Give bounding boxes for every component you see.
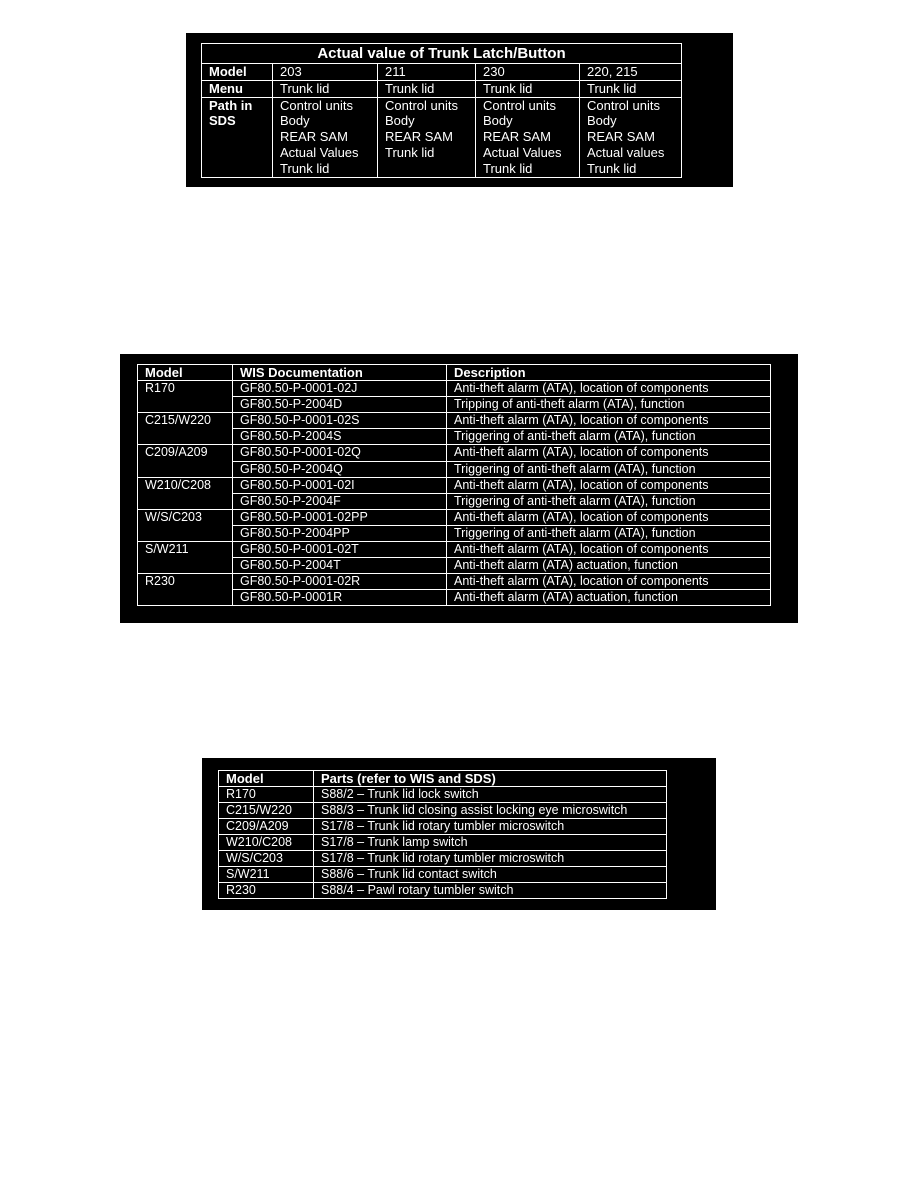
description-cell: Anti-theft alarm (ATA), location of components [447,381,771,397]
path-cell [580,97,682,177]
path-step: REAR SAM [385,129,453,145]
description-cell: Anti-theft alarm (ATA), location of components [447,542,771,558]
model-cell: 203 [273,64,378,81]
doc-cell: GF80.50-P-2004PP [233,525,447,541]
path-step: REAR SAM [587,129,655,145]
table-row [138,429,771,445]
table-row [138,461,771,477]
table-row [219,867,667,883]
table-row [219,883,667,899]
path-step: Body [385,113,415,129]
doc-cell: GF80.50-P-0001-02J [233,381,447,397]
table-row [138,509,771,525]
trunk-latch-actual-value-table [201,43,682,178]
part-cell: S88/2 – Trunk lid lock switch [314,787,667,803]
description-cell: Anti-theft alarm (ATA), location of components [447,509,771,525]
path-step: Trunk lid [385,144,435,160]
doc-cell: GF80.50-P-0001R [233,590,447,606]
table-row [138,542,771,558]
model-cell: W/S/C203 [219,851,314,867]
description-cell: Triggering of anti-theft alarm (ATA), function [447,429,771,445]
column-header: WIS Documentation [233,365,447,381]
column-header: Description [447,365,771,381]
model-row [202,64,682,81]
table-row [219,819,667,835]
model-cell: C209/A209 [138,445,233,477]
menu-cell: Trunk lid [378,80,476,97]
description-cell: Triggering of anti-theft alarm (ATA), function [447,493,771,509]
path-cell [476,97,580,177]
model-cell: W210/C208 [219,835,314,851]
table-row [219,803,667,819]
table-row [138,445,771,461]
trunk-latch-actual-value-panel [186,33,733,187]
path-step: Body [483,113,513,129]
description-cell: Anti-theft alarm (ATA) actuation, function [447,590,771,606]
path-step: Body [280,113,310,129]
model-cell: 230 [476,64,580,81]
path-step: REAR SAM [280,129,348,145]
model-cell: S/W211 [138,542,233,574]
doc-cell: GF80.50-P-0001-02T [233,542,447,558]
path-label: Path in SDS [202,97,273,177]
model-cell: W/S/C203 [138,509,233,541]
table-row [219,835,667,851]
path-row [202,97,682,177]
wis-documentation-panel [120,354,798,623]
doc-cell: GF80.50-P-0001-02Q [233,445,447,461]
model-cell: C215/W220 [219,803,314,819]
menu-cell: Trunk lid [580,80,682,97]
column-header: Model [219,771,314,787]
path-step: Body [587,113,617,129]
part-cell: S17/8 – Trunk lamp switch [314,835,667,851]
table-row [219,787,667,803]
column-header: Parts (refer to WIS and SDS) [314,771,667,787]
model-label: Model [202,64,273,81]
description-cell: Anti-theft alarm (ATA), location of components [447,477,771,493]
path-step: Trunk lid [587,160,637,176]
path-step: Control units [483,97,556,113]
doc-cell: GF80.50-P-0001-02R [233,574,447,590]
doc-cell: GF80.50-P-2004D [233,397,447,413]
description-cell: Anti-theft alarm (ATA) actuation, function [447,558,771,574]
model-cell: 211 [378,64,476,81]
model-cell: R230 [219,883,314,899]
table-row [138,590,771,606]
header-row [219,771,667,787]
header-row [138,365,771,381]
path-step: Actual values [587,144,665,160]
path-step: Control units [587,97,660,113]
doc-cell: GF80.50-P-2004S [233,429,447,445]
table-title-row [202,44,682,64]
path-step: Actual Values [280,144,359,160]
path-step: REAR SAM [483,129,551,145]
model-cell: W210/C208 [138,477,233,509]
path-step: Actual Values [483,144,562,160]
menu-label: Menu [202,80,273,97]
part-cell: S88/6 – Trunk lid contact switch [314,867,667,883]
doc-cell: GF80.50-P-0001-02S [233,413,447,429]
model-cell: R230 [138,574,233,606]
table-row [219,851,667,867]
model-cell: S/W211 [219,867,314,883]
doc-cell: GF80.50-P-2004F [233,493,447,509]
table-row [138,381,771,397]
table-row [138,525,771,541]
description-cell: Tripping of anti-theft alarm (ATA), function [447,397,771,413]
parts-panel [202,758,716,910]
menu-row [202,80,682,97]
path-step: Control units [385,97,458,113]
doc-cell: GF80.50-P-0001-02I [233,477,447,493]
menu-cell: Trunk lid [273,80,378,97]
doc-cell: GF80.50-P-2004T [233,558,447,574]
table-row [138,558,771,574]
path-cell [378,97,476,177]
column-header: Model [138,365,233,381]
model-cell: C209/A209 [219,819,314,835]
parts-table [218,770,667,899]
table-row [138,493,771,509]
model-cell: R170 [219,787,314,803]
path-step: Control units [280,97,353,113]
part-cell: S17/8 – Trunk lid rotary tumbler microswitch [314,851,667,867]
model-cell: C215/W220 [138,413,233,445]
table-row [138,477,771,493]
description-cell: Anti-theft alarm (ATA), location of components [447,574,771,590]
table-title: Actual value of Trunk Latch/Button [202,44,682,64]
part-cell: S17/8 – Trunk lid rotary tumbler microswitch [314,819,667,835]
doc-cell: GF80.50-P-2004Q [233,461,447,477]
description-cell: Anti-theft alarm (ATA), location of components [447,413,771,429]
description-cell: Anti-theft alarm (ATA), location of components [447,445,771,461]
part-cell: S88/4 – Pawl rotary tumbler switch [314,883,667,899]
menu-cell: Trunk lid [476,80,580,97]
path-step: Trunk lid [280,160,330,176]
description-cell: Triggering of anti-theft alarm (ATA), function [447,525,771,541]
table-row [138,574,771,590]
wis-documentation-table [137,364,771,606]
part-cell: S88/3 – Trunk lid closing assist locking eye microswitch [314,803,667,819]
model-cell: 220, 215 [580,64,682,81]
doc-cell: GF80.50-P-0001-02PP [233,509,447,525]
description-cell: Triggering of anti-theft alarm (ATA), function [447,461,771,477]
path-step: Trunk lid [483,160,533,176]
path-cell [273,97,378,177]
table-row [138,397,771,413]
model-cell: R170 [138,381,233,413]
table-row [138,413,771,429]
